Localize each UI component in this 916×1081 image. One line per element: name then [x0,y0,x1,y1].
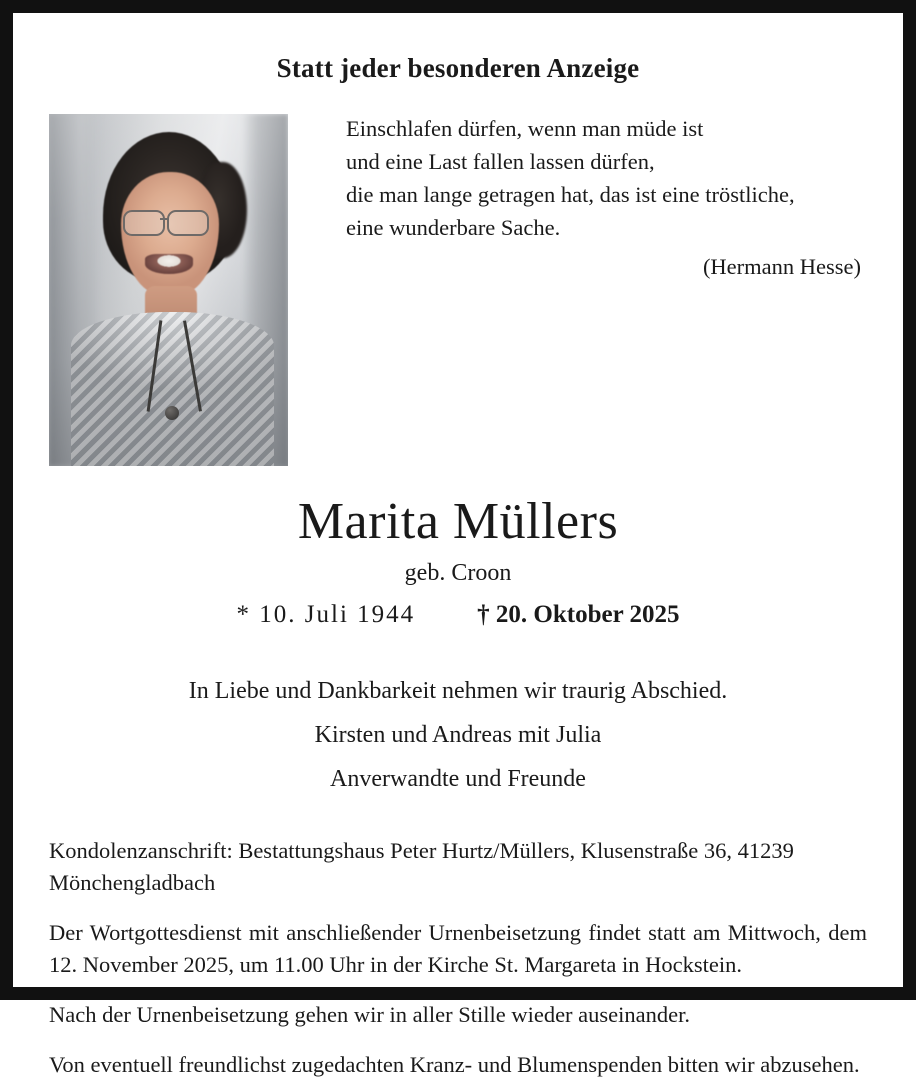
photo-necklace-pendant [165,406,179,420]
photo-sweater-shading [71,312,274,466]
photo-glasses-bridge [160,218,169,220]
verse-line-3: die man lange getragen hat, das ist eine tröstliche, [346,182,795,207]
flowers-note: Von eventuell freundlichst zugedachten Kranz- und Blumenspenden bitten wir abzusehen. [49,1052,860,1077]
life-dates [49,601,867,629]
photo-glasses-right [167,210,209,236]
maiden-name: geb. Croon [404,560,512,586]
portrait-container [49,108,288,466]
footer-block [49,835,867,1081]
condolence-address: Kondolenzanschrift: Bestattungshaus Peter Hurtz/Müllers, Klusenstraße 36, 41239 Mönchengladbach [49,838,794,895]
top-section [49,108,867,466]
death-date: † 20. Oktober 2025 [477,601,680,628]
portrait-photo [49,114,288,466]
photo-glasses-left [123,210,165,236]
service-details: Der Wortgottesdienst mit anschließender Urnenbeisetzung findet statt am Mittwoch, dem 12. November 2025, um 11.00 Uhr in der Kirche St. Margareta in Hockstein. [49,920,867,977]
verse-line-4: eine wunderbare Sache. [346,215,561,240]
verse-line-1: Einschlafen dürfen, wenn man müde ist [346,116,704,141]
verse-block [346,112,867,244]
mourning-line-1: In Liebe und Dankbarkeit nehmen wir traurig Abschied. [188,678,728,704]
headline: Statt jeder besonderen Anzeige [276,53,640,83]
mourners-block [49,669,867,801]
after-service-note: Nach der Urnenbeisetzung gehen wir in aller Stille wieder auseinander. [49,1002,691,1027]
photo-smile [145,254,193,274]
mourning-line-2: Kirsten und Andreas mit Julia [314,722,602,748]
verse-attribution: (Hermann Hesse) [702,254,861,279]
mourning-line-3: Anverwandte und Freunde [330,766,586,792]
verse-and-name-column [288,108,867,280]
deceased-name: Marita Müllers [297,493,619,550]
birth-date: * 10. Juli 1944 [236,601,416,628]
verse-line-2: und eine Last fallen lassen dürfen, [346,149,655,174]
